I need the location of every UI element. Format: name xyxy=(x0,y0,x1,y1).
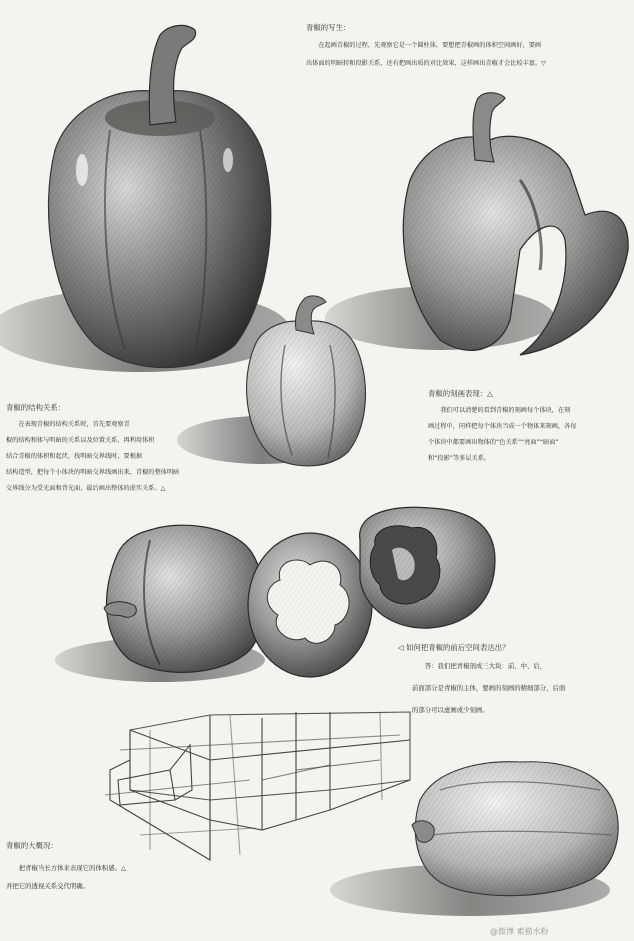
left-mid-title: 青椒的结构关系： xyxy=(6,403,66,412)
pepper-half-illustration xyxy=(360,507,495,628)
bottom-left-title: 青椒的大概况： xyxy=(6,841,58,850)
right-lower-line-1: 答：我们把青椒剖成三大块：前、中、后， xyxy=(412,662,547,670)
top-right-line-1: 在起画青椒的过程，先观察它是一个圆柱体，要想把青椒画的体积空间画好，要画 xyxy=(306,42,542,49)
box-sketch-illustration xyxy=(105,712,410,860)
right-lower-line-2: 前面部分是青椒的主体，要画的刻画的精细部分，后面 xyxy=(412,684,566,692)
right-mid-line-1: 我们可以清楚的看到青椒的刻画每个体块，在刻 xyxy=(428,407,571,414)
top-right-line-2: 出体面的明暗转和投影关系，还有把画出质的对比效果，这样画出青椒才会比较丰富。▽ xyxy=(306,60,546,67)
left-mid-line-1: 在表现青椒的结构关系时，首先要观察青 xyxy=(6,421,130,428)
watermark: @微博 素描水粉 xyxy=(490,927,549,936)
cut-pepper-illustration xyxy=(325,93,628,355)
right-lower-line-3: 的部分可以虚画或少刻画。 xyxy=(412,706,489,714)
bottom-left-line-2: 并把它的透视关系交代明确。 xyxy=(6,882,90,890)
right-mid-line-3: 个体块中都要画出物体的“色关系”“亮面”“暗面” xyxy=(428,439,559,446)
left-mid-line-3: 结合青椒的体积和起伏，找明暗交界线时，要根据 xyxy=(6,453,143,460)
pepper-side-illustration xyxy=(55,525,265,682)
top-right-title: 青椒的写生： xyxy=(306,23,351,32)
bottom-left-line-1: 把青椒当长方体来表现它的体积感。△ xyxy=(6,864,126,872)
right-mid-line-4: 和“投影”等多层关系。 xyxy=(428,455,491,462)
left-mid-line-2: 椒的结构和体与明暗的关系以及位置关系，再利用体积 xyxy=(6,437,155,444)
left-mid-line-4: 结构造型，把每个小体块的明暗交界线画出来，青椒的整体明暗 xyxy=(6,469,180,476)
right-lower-title: ◁ 如何把青椒的前后空间表达出？ xyxy=(398,643,510,652)
left-mid-line-5: 交界线分为受光面和背光面，最后画出整体的虚实关系。△ xyxy=(6,485,166,492)
large-pepper-illustration xyxy=(0,25,290,372)
pepper-ring-illustration xyxy=(248,533,372,677)
right-mid-title: 青椒的刻画表现：△ xyxy=(428,389,493,398)
right-mid-line-2: 画过程中，同样把每个体块当成一个物体来刻画，各每 xyxy=(428,423,577,430)
